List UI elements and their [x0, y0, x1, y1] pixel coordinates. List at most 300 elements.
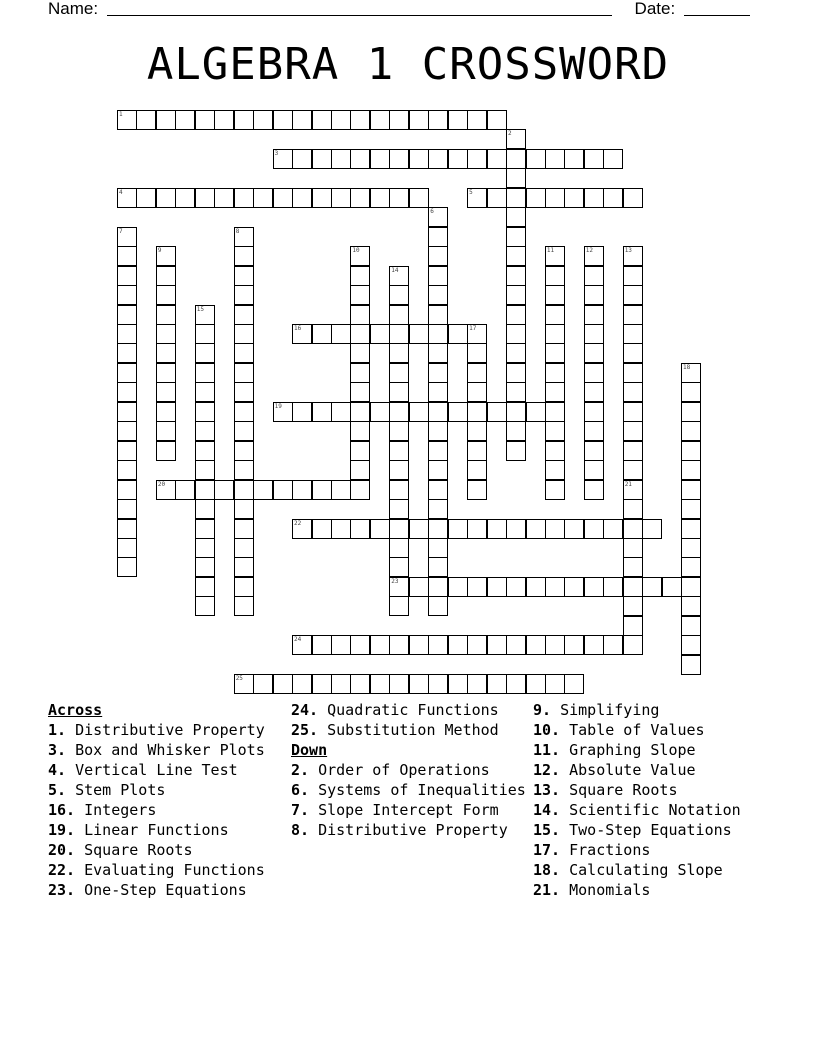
grid-cell[interactable]: [428, 480, 448, 500]
grid-cell[interactable]: [448, 519, 468, 539]
grid-cell[interactable]: [195, 421, 215, 441]
grid-cell[interactable]: [292, 149, 312, 169]
grid-cell[interactable]: [389, 596, 409, 616]
grid-cell[interactable]: [545, 674, 565, 694]
grid-cell[interactable]: [156, 382, 176, 402]
grid-cell[interactable]: [681, 441, 701, 461]
grid-cell[interactable]: [350, 343, 370, 363]
grid-cell[interactable]: [117, 557, 137, 577]
grid-cell[interactable]: [214, 110, 234, 130]
grid-cell[interactable]: [506, 577, 526, 597]
grid-cell[interactable]: [234, 441, 254, 461]
grid-cell[interactable]: [234, 363, 254, 383]
grid-cell[interactable]: [370, 149, 390, 169]
grid-cell[interactable]: [506, 305, 526, 325]
grid-cell[interactable]: [350, 480, 370, 500]
grid-cell[interactable]: [545, 363, 565, 383]
grid-cell[interactable]: [428, 538, 448, 558]
grid-cell[interactable]: [234, 421, 254, 441]
grid-cell[interactable]: [156, 110, 176, 130]
grid-cell[interactable]: [487, 519, 507, 539]
grid-cell[interactable]: [117, 363, 137, 383]
grid-cell[interactable]: [312, 324, 332, 344]
grid-cell[interactable]: [428, 557, 448, 577]
grid-cell[interactable]: [409, 635, 429, 655]
grid-cell[interactable]: [545, 480, 565, 500]
grid-cell[interactable]: [409, 149, 429, 169]
grid-cell[interactable]: [312, 635, 332, 655]
grid-cell[interactable]: [389, 363, 409, 383]
grid-cell[interactable]: [506, 168, 526, 188]
grid-cell[interactable]: [136, 188, 156, 208]
grid-cell[interactable]: [526, 674, 546, 694]
grid-cell[interactable]: [234, 305, 254, 325]
grid-cell[interactable]: [526, 188, 546, 208]
grid-cell[interactable]: [195, 519, 215, 539]
grid-cell[interactable]: [195, 343, 215, 363]
grid-cell[interactable]: [428, 343, 448, 363]
grid-cell[interactable]: [350, 519, 370, 539]
grid-cell[interactable]: [545, 188, 565, 208]
grid-cell[interactable]: [584, 635, 604, 655]
grid-cell[interactable]: [195, 363, 215, 383]
grid-cell[interactable]: [681, 402, 701, 422]
grid-cell[interactable]: [487, 635, 507, 655]
grid-cell[interactable]: [487, 674, 507, 694]
grid-cell[interactable]: [389, 110, 409, 130]
grid-cell[interactable]: [389, 402, 409, 422]
grid-cell[interactable]: [564, 635, 584, 655]
grid-cell[interactable]: [331, 110, 351, 130]
grid-cell[interactable]: [234, 577, 254, 597]
grid-cell[interactable]: [175, 110, 195, 130]
grid-cell[interactable]: [156, 285, 176, 305]
grid-cell[interactable]: [428, 324, 448, 344]
grid-cell[interactable]: [389, 343, 409, 363]
grid-cell[interactable]: [389, 538, 409, 558]
grid-cell[interactable]: [584, 324, 604, 344]
grid-cell[interactable]: [195, 557, 215, 577]
grid-cell[interactable]: [623, 596, 643, 616]
grid-cell[interactable]: [428, 363, 448, 383]
grid-cell[interactable]: [350, 382, 370, 402]
grid-cell[interactable]: [428, 519, 448, 539]
grid-cell[interactable]: [253, 188, 273, 208]
grid-cell[interactable]: [681, 480, 701, 500]
grid-cell[interactable]: [312, 674, 332, 694]
grid-cell[interactable]: [428, 421, 448, 441]
grid-cell[interactable]: [623, 402, 643, 422]
grid-cell[interactable]: [506, 149, 526, 169]
grid-cell[interactable]: [584, 305, 604, 325]
grid-cell[interactable]: [117, 324, 137, 344]
grid-cell[interactable]: [623, 460, 643, 480]
grid-cell[interactable]: [234, 519, 254, 539]
grid-cell[interactable]: [467, 441, 487, 461]
grid-cell[interactable]: [467, 421, 487, 441]
grid-cell[interactable]: [506, 363, 526, 383]
grid-cell[interactable]: [603, 188, 623, 208]
grid-cell[interactable]: [526, 519, 546, 539]
grid-cell[interactable]: [350, 188, 370, 208]
grid-cell[interactable]: [234, 382, 254, 402]
grid-cell[interactable]: [117, 343, 137, 363]
grid-cell[interactable]: [234, 266, 254, 286]
grid-cell[interactable]: [584, 343, 604, 363]
grid-cell[interactable]: [603, 635, 623, 655]
grid-cell[interactable]: [467, 577, 487, 597]
grid-cell[interactable]: [331, 635, 351, 655]
grid-cell[interactable]: [195, 538, 215, 558]
grid-cell[interactable]: [545, 421, 565, 441]
grid-cell[interactable]: [117, 519, 137, 539]
grid-cell[interactable]: [428, 499, 448, 519]
grid-cell[interactable]: [506, 207, 526, 227]
grid-cell[interactable]: [117, 305, 137, 325]
grid-cell[interactable]: [350, 363, 370, 383]
grid-cell[interactable]: [545, 519, 565, 539]
grid-cell[interactable]: [428, 305, 448, 325]
grid-cell[interactable]: [370, 110, 390, 130]
grid-cell[interactable]: [428, 577, 448, 597]
grid-cell[interactable]: [487, 110, 507, 130]
grid-cell[interactable]: [623, 266, 643, 286]
grid-cell[interactable]: [331, 519, 351, 539]
grid-cell[interactable]: [681, 499, 701, 519]
grid-cell[interactable]: [623, 343, 643, 363]
grid-cell[interactable]: [428, 266, 448, 286]
grid-cell[interactable]: [117, 441, 137, 461]
grid-cell[interactable]: [467, 635, 487, 655]
grid-cell[interactable]: [545, 382, 565, 402]
grid-cell[interactable]: [545, 305, 565, 325]
grid-cell[interactable]: [681, 519, 701, 539]
grid-cell[interactable]: [331, 480, 351, 500]
grid-cell[interactable]: [642, 519, 662, 539]
grid-cell[interactable]: [467, 674, 487, 694]
grid-cell[interactable]: [389, 382, 409, 402]
grid-cell[interactable]: [234, 246, 254, 266]
grid-cell[interactable]: [584, 149, 604, 169]
grid-cell[interactable]: [117, 246, 137, 266]
grid-cell[interactable]: [234, 480, 254, 500]
grid-cell[interactable]: [662, 577, 682, 597]
grid-cell[interactable]: [331, 402, 351, 422]
grid-cell[interactable]: [681, 382, 701, 402]
grid-cell[interactable]: [117, 266, 137, 286]
grid-cell[interactable]: [389, 188, 409, 208]
grid-cell[interactable]: [506, 382, 526, 402]
grid-cell[interactable]: [448, 674, 468, 694]
grid-cell[interactable]: [350, 460, 370, 480]
grid-cell[interactable]: [428, 441, 448, 461]
grid-cell[interactable]: [234, 538, 254, 558]
grid-cell[interactable]: [273, 674, 293, 694]
grid-cell[interactable]: [195, 188, 215, 208]
grid-cell[interactable]: [273, 188, 293, 208]
grid-cell[interactable]: [350, 324, 370, 344]
grid-cell[interactable]: [681, 655, 701, 675]
grid-cell[interactable]: [409, 402, 429, 422]
grid-cell[interactable]: [584, 285, 604, 305]
grid-cell[interactable]: [545, 343, 565, 363]
grid-cell[interactable]: [292, 402, 312, 422]
grid-cell[interactable]: [467, 363, 487, 383]
grid-cell[interactable]: [428, 246, 448, 266]
grid-cell[interactable]: [428, 227, 448, 247]
grid-cell[interactable]: [409, 110, 429, 130]
grid-cell[interactable]: [545, 460, 565, 480]
grid-cell[interactable]: [389, 635, 409, 655]
grid-cell[interactable]: [117, 382, 137, 402]
grid-cell[interactable]: [350, 266, 370, 286]
grid-cell[interactable]: [409, 324, 429, 344]
grid-cell[interactable]: [584, 188, 604, 208]
grid-cell[interactable]: [467, 382, 487, 402]
grid-cell[interactable]: [428, 635, 448, 655]
grid-cell[interactable]: [623, 421, 643, 441]
grid-cell[interactable]: [681, 557, 701, 577]
grid-cell[interactable]: [195, 382, 215, 402]
grid-cell[interactable]: [350, 110, 370, 130]
grid-cell[interactable]: [312, 402, 332, 422]
grid-cell[interactable]: [389, 557, 409, 577]
grid-cell[interactable]: [487, 149, 507, 169]
grid-cell[interactable]: [584, 480, 604, 500]
grid-cell[interactable]: [156, 441, 176, 461]
grid-cell[interactable]: [331, 674, 351, 694]
grid-cell[interactable]: [117, 499, 137, 519]
grid-cell[interactable]: [195, 480, 215, 500]
grid-cell[interactable]: [428, 382, 448, 402]
grid-cell[interactable]: [448, 110, 468, 130]
grid-cell[interactable]: [156, 324, 176, 344]
grid-cell[interactable]: [428, 149, 448, 169]
grid-cell[interactable]: [545, 285, 565, 305]
grid-cell[interactable]: [312, 519, 332, 539]
grid-cell[interactable]: [409, 674, 429, 694]
grid-cell[interactable]: [584, 421, 604, 441]
grid-cell[interactable]: [526, 577, 546, 597]
grid-cell[interactable]: [331, 324, 351, 344]
grid-cell[interactable]: [195, 402, 215, 422]
grid-cell[interactable]: [350, 635, 370, 655]
grid-cell[interactable]: [467, 519, 487, 539]
grid-cell[interactable]: [467, 110, 487, 130]
grid-cell[interactable]: [681, 616, 701, 636]
grid-cell[interactable]: [331, 188, 351, 208]
grid-cell[interactable]: [584, 577, 604, 597]
grid-cell[interactable]: [584, 363, 604, 383]
grid-cell[interactable]: [623, 305, 643, 325]
grid-cell[interactable]: [448, 577, 468, 597]
grid-cell[interactable]: [545, 266, 565, 286]
grid-cell[interactable]: [623, 616, 643, 636]
grid-cell[interactable]: [409, 519, 429, 539]
grid-cell[interactable]: [506, 285, 526, 305]
grid-cell[interactable]: [389, 480, 409, 500]
grid-cell[interactable]: [564, 188, 584, 208]
grid-cell[interactable]: [370, 674, 390, 694]
grid-cell[interactable]: [623, 499, 643, 519]
grid-cell[interactable]: [623, 382, 643, 402]
grid-cell[interactable]: [195, 577, 215, 597]
grid-cell[interactable]: [584, 441, 604, 461]
grid-cell[interactable]: [234, 499, 254, 519]
grid-cell[interactable]: [273, 110, 293, 130]
grid-cell[interactable]: [409, 188, 429, 208]
grid-cell[interactable]: [195, 110, 215, 130]
grid-cell[interactable]: [156, 188, 176, 208]
grid-cell[interactable]: [156, 266, 176, 286]
grid-cell[interactable]: [389, 519, 409, 539]
grid-cell[interactable]: [467, 149, 487, 169]
grid-cell[interactable]: [389, 149, 409, 169]
grid-cell[interactable]: [603, 149, 623, 169]
grid-cell[interactable]: [623, 538, 643, 558]
grid-cell[interactable]: [584, 266, 604, 286]
grid-cell[interactable]: [564, 674, 584, 694]
grid-cell[interactable]: [175, 480, 195, 500]
grid-cell[interactable]: [156, 363, 176, 383]
grid-cell[interactable]: [214, 188, 234, 208]
grid-cell[interactable]: [234, 460, 254, 480]
grid-cell[interactable]: [312, 188, 332, 208]
grid-cell[interactable]: [584, 460, 604, 480]
grid-cell[interactable]: [467, 402, 487, 422]
grid-cell[interactable]: [234, 596, 254, 616]
grid-cell[interactable]: [350, 305, 370, 325]
grid-cell[interactable]: [175, 188, 195, 208]
grid-cell[interactable]: [506, 421, 526, 441]
grid-cell[interactable]: [370, 188, 390, 208]
grid-cell[interactable]: [564, 149, 584, 169]
grid-cell[interactable]: [681, 460, 701, 480]
grid-cell[interactable]: [506, 635, 526, 655]
grid-cell[interactable]: [389, 441, 409, 461]
grid-cell[interactable]: [681, 421, 701, 441]
grid-cell[interactable]: [506, 324, 526, 344]
grid-cell[interactable]: [506, 227, 526, 247]
grid-cell[interactable]: [506, 266, 526, 286]
grid-cell[interactable]: [195, 499, 215, 519]
grid-cell[interactable]: [370, 635, 390, 655]
grid-cell[interactable]: [428, 402, 448, 422]
grid-cell[interactable]: [312, 149, 332, 169]
grid-cell[interactable]: [350, 149, 370, 169]
grid-cell[interactable]: [117, 421, 137, 441]
grid-cell[interactable]: [370, 519, 390, 539]
grid-cell[interactable]: [195, 460, 215, 480]
grid-cell[interactable]: [545, 635, 565, 655]
grid-cell[interactable]: [603, 577, 623, 597]
grid-cell[interactable]: [428, 674, 448, 694]
grid-cell[interactable]: [350, 285, 370, 305]
grid-cell[interactable]: [234, 285, 254, 305]
grid-cell[interactable]: [545, 577, 565, 597]
grid-cell[interactable]: [487, 577, 507, 597]
grid-cell[interactable]: [526, 149, 546, 169]
grid-cell[interactable]: [389, 674, 409, 694]
grid-cell[interactable]: [428, 596, 448, 616]
grid-cell[interactable]: [584, 519, 604, 539]
grid-cell[interactable]: [467, 343, 487, 363]
grid-cell[interactable]: [389, 305, 409, 325]
grid-cell[interactable]: [526, 402, 546, 422]
grid-cell[interactable]: [292, 188, 312, 208]
grid-cell[interactable]: [623, 363, 643, 383]
grid-cell[interactable]: [273, 480, 293, 500]
grid-cell[interactable]: [467, 460, 487, 480]
grid-cell[interactable]: [234, 110, 254, 130]
grid-cell[interactable]: [117, 480, 137, 500]
grid-cell[interactable]: [409, 577, 429, 597]
grid-cell[interactable]: [234, 324, 254, 344]
grid-cell[interactable]: [584, 382, 604, 402]
grid-cell[interactable]: [389, 460, 409, 480]
grid-cell[interactable]: [603, 519, 623, 539]
grid-cell[interactable]: [370, 402, 390, 422]
grid-cell[interactable]: [370, 324, 390, 344]
grid-cell[interactable]: [564, 577, 584, 597]
grid-cell[interactable]: [448, 402, 468, 422]
grid-cell[interactable]: [234, 188, 254, 208]
grid-cell[interactable]: [350, 441, 370, 461]
grid-cell[interactable]: [506, 402, 526, 422]
grid-cell[interactable]: [234, 557, 254, 577]
grid-cell[interactable]: [136, 110, 156, 130]
grid-cell[interactable]: [292, 480, 312, 500]
grid-cell[interactable]: [681, 538, 701, 558]
grid-cell[interactable]: [253, 674, 273, 694]
grid-cell[interactable]: [156, 305, 176, 325]
grid-cell[interactable]: [506, 246, 526, 266]
grid-cell[interactable]: [487, 402, 507, 422]
grid-cell[interactable]: [642, 577, 662, 597]
grid-cell[interactable]: [487, 188, 507, 208]
grid-cell[interactable]: [117, 285, 137, 305]
grid-cell[interactable]: [234, 402, 254, 422]
grid-cell[interactable]: [506, 519, 526, 539]
grid-cell[interactable]: [253, 110, 273, 130]
grid-cell[interactable]: [389, 499, 409, 519]
grid-cell[interactable]: [350, 674, 370, 694]
grid-cell[interactable]: [623, 441, 643, 461]
grid-cell[interactable]: [156, 402, 176, 422]
grid-cell[interactable]: [564, 519, 584, 539]
grid-cell[interactable]: [195, 596, 215, 616]
grid-cell[interactable]: [623, 577, 643, 597]
grid-cell[interactable]: [156, 421, 176, 441]
grid-cell[interactable]: [681, 635, 701, 655]
grid-cell[interactable]: [506, 674, 526, 694]
grid-cell[interactable]: [681, 577, 701, 597]
grid-cell[interactable]: [448, 324, 468, 344]
grid-cell[interactable]: [350, 402, 370, 422]
grid-cell[interactable]: [584, 402, 604, 422]
grid-cell[interactable]: [428, 110, 448, 130]
grid-cell[interactable]: [117, 460, 137, 480]
grid-cell[interactable]: [312, 110, 332, 130]
grid-cell[interactable]: [428, 285, 448, 305]
grid-cell[interactable]: [389, 324, 409, 344]
grid-cell[interactable]: [331, 149, 351, 169]
grid-cell[interactable]: [681, 596, 701, 616]
grid-cell[interactable]: [623, 557, 643, 577]
grid-cell[interactable]: [545, 441, 565, 461]
grid-cell[interactable]: [448, 149, 468, 169]
grid-cell[interactable]: [292, 674, 312, 694]
